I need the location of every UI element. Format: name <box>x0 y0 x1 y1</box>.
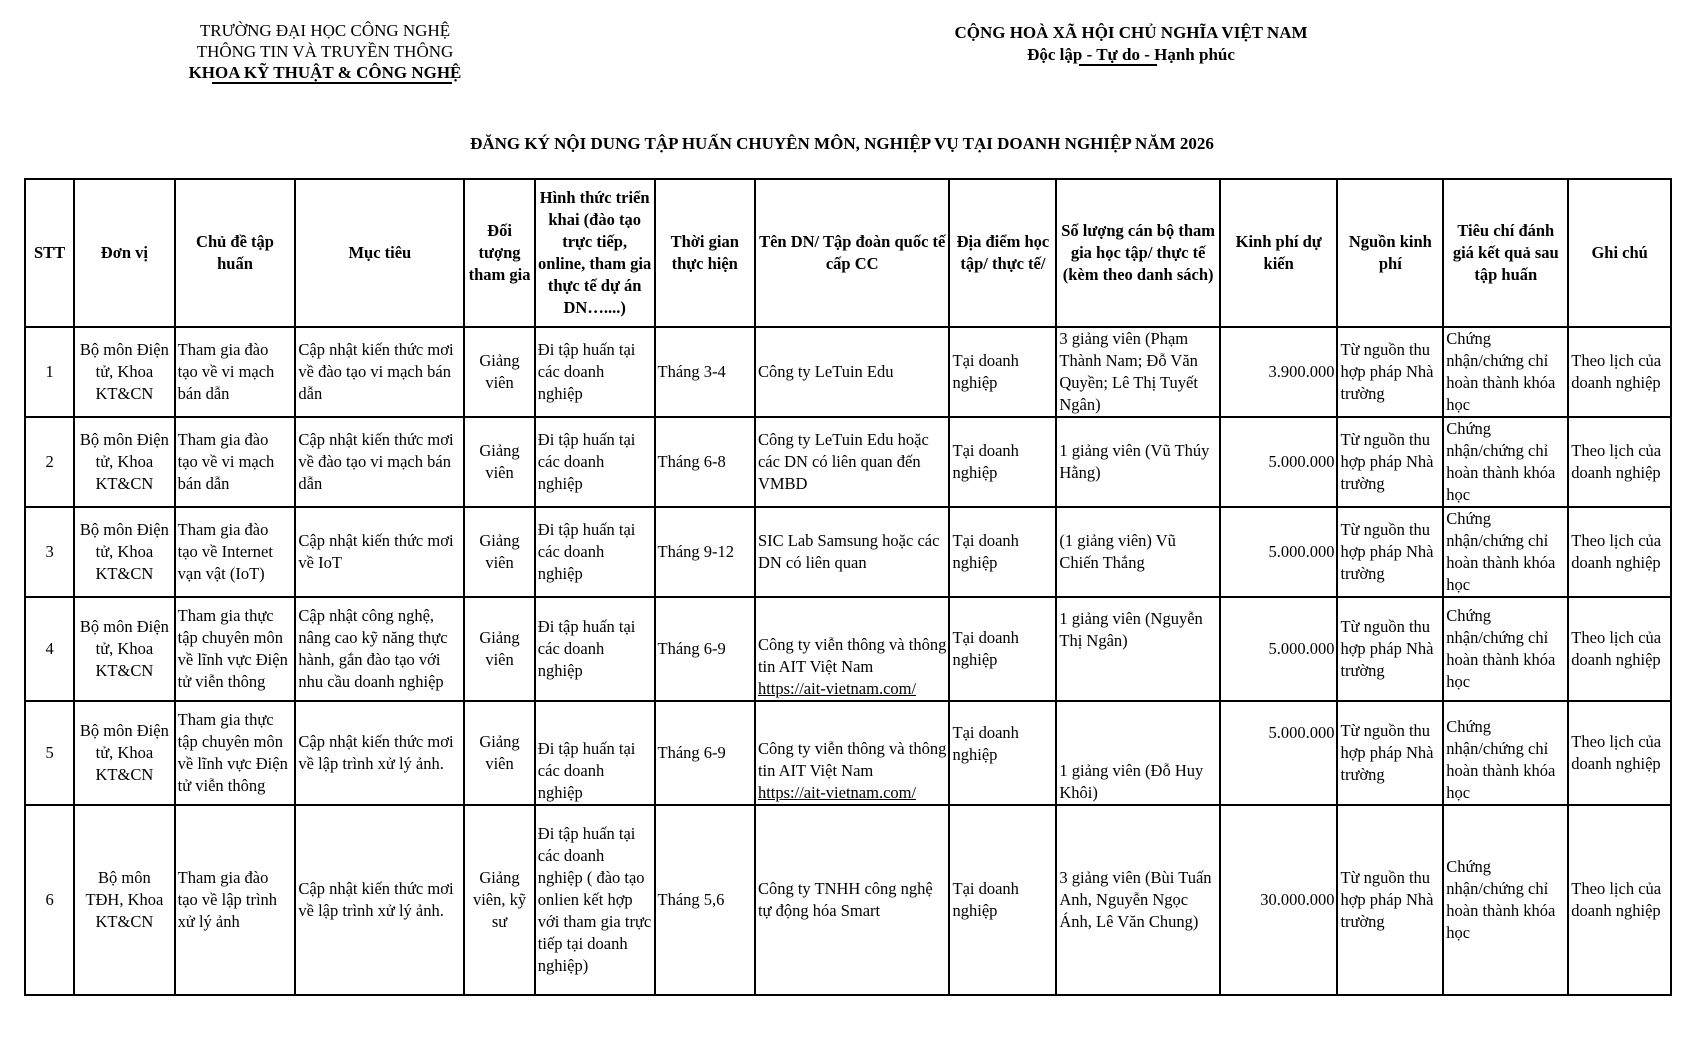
cell-company <box>755 805 950 995</box>
cell-unit: Bộ môn Điện tử, Khoa KT&CN <box>74 507 174 597</box>
cell-budget: 3.900.000 <box>1220 327 1338 417</box>
company-website-link[interactable]: https://ait-vietnam.com/ <box>757 783 917 802</box>
cell-unit: Bộ môn Điện tử, Khoa KT&CN <box>74 417 174 507</box>
cell-format: Đi tập huấn tại các doanh nghiệp <box>535 417 655 507</box>
cell-unit: Bộ môn TĐH, Khoa KT&CN <box>74 805 174 995</box>
cell-unit: Bộ môn Điện tử, Khoa KT&CN <box>74 597 174 701</box>
cell-format: Đi tập huấn tại các doanh nghiệp <box>535 507 655 597</box>
cell-time: Tháng 9-12 <box>655 507 755 597</box>
cell-stt: 2 <box>25 417 74 507</box>
national-title: CỘNG HOÀ XÃ HỘI CHỦ NGHĨA VIỆT NAM <box>954 23 1308 42</box>
cell-location: Tại doanh nghiệp <box>949 507 1056 597</box>
cell-note: Theo lịch của doanh nghiệp <box>1568 805 1671 995</box>
cell-funding: Từ nguồn thu hợp pháp Nhà trường <box>1337 327 1443 417</box>
cell-stt: 6 <box>25 805 74 995</box>
cell-budget: 30.000.000 <box>1220 805 1338 995</box>
cell-company <box>755 417 950 507</box>
table-row <box>25 507 1671 597</box>
cell-note: Theo lịch của doanh nghiệp <box>1568 701 1671 805</box>
column-header: Thời gian thực hiện <box>655 179 755 327</box>
cell-budget: 5.000.000 <box>1220 597 1338 701</box>
faculty-name: KHOA KỸ THUẬT & CÔNG NGHỆ <box>188 63 462 82</box>
column-header: Ghi chú <box>1568 179 1671 327</box>
cell-funding: Từ nguồn thu hợp pháp Nhà trường <box>1337 417 1443 507</box>
column-header: Địa điểm học tập/ thực tế/ <box>949 179 1056 327</box>
cell-goal: Cập nhật kiến thức mơi về lập trình xử lý ảnh. <box>295 701 464 805</box>
cell-unit: Bộ môn Điện tử, Khoa KT&CN <box>74 327 174 417</box>
table-header-row <box>25 179 1671 327</box>
cell-time: Tháng 6-9 <box>655 701 755 805</box>
cell-format: Đi tập huấn tại các doanh nghiệp ( đào tạo onlien kết hợp với tham gia trực tiếp tại doanh nghiệp) <box>535 805 655 995</box>
institution-header <box>150 20 500 83</box>
company-name: Công ty viễn thông và thông tin AIT Việt Nam <box>757 635 947 676</box>
cell-note: Theo lịch của doanh nghiệp <box>1568 327 1671 417</box>
cell-criteria: Chứng nhận/chứng chỉ hoàn thành khóa học <box>1443 417 1568 507</box>
national-header <box>900 22 1362 66</box>
cell-topic: Tham gia đào tạo về vi mạch bán dẫn <box>175 417 296 507</box>
cell-criteria: Chứng nhận/chứng chỉ hoàn thành khóa học <box>1443 597 1568 701</box>
column-header: Mục tiêu <box>295 179 464 327</box>
cell-goal: Cập nhật công nghệ, nâng cao kỹ năng thực hành, gắn đào tạo với nhu cầu doanh nghiệp <box>295 597 464 701</box>
column-header: Số lượng cán bộ tham gia học tập/ thực tế (kèm theo danh sách) <box>1056 179 1220 327</box>
company-name: Công ty LeTuin Edu <box>757 362 894 381</box>
table-row <box>25 805 1671 995</box>
cell-topic: Tham gia đào tạo về lập trình xử lý ảnh <box>175 805 296 995</box>
cell-topic: Tham gia thực tập chuyên môn về lĩnh vực Điện tử viễn thông <box>175 597 296 701</box>
university-name-line2: THÔNG TIN VÀ TRUYỀN THÔNG <box>196 42 454 61</box>
cell-stt: 4 <box>25 597 74 701</box>
cell-time: Tháng 3-4 <box>655 327 755 417</box>
cell-time: Tháng 6-9 <box>655 597 755 701</box>
cell-staff: (1 giảng viên) Vũ Chiến Thắng <box>1056 507 1220 597</box>
university-name-line1: TRƯỜNG ĐẠI HỌC CÔNG NGHỆ <box>199 21 451 40</box>
cell-participants: Giảng viên <box>464 597 535 701</box>
cell-funding: Từ nguồn thu hợp pháp Nhà trường <box>1337 805 1443 995</box>
cell-format: Đi tập huấn tại các doanh nghiệp <box>535 701 655 805</box>
cell-participants: Giảng viên <box>464 327 535 417</box>
cell-company <box>755 327 950 417</box>
cell-participants: Giảng viên <box>464 507 535 597</box>
cell-format: Đi tập huấn tại các doanh nghiệp <box>535 597 655 701</box>
cell-note: Theo lịch của doanh nghiệp <box>1568 597 1671 701</box>
cell-funding: Từ nguồn thu hợp pháp Nhà trường <box>1337 597 1443 701</box>
cell-funding: Từ nguồn thu hợp pháp Nhà trường <box>1337 507 1443 597</box>
cell-location: Tại doanh nghiệp <box>949 805 1056 995</box>
company-name: SIC Lab Samsung hoặc các DN có liên quan <box>757 531 940 572</box>
cell-location: Tại doanh nghiệp <box>949 417 1056 507</box>
company-website-link[interactable]: https://ait-vietnam.com/ <box>757 679 917 698</box>
cell-budget: 5.000.000 <box>1220 417 1338 507</box>
cell-participants: Giảng viên <box>464 701 535 805</box>
cell-goal: Cập nhật kiến thức mơi về đào tạo vi mạch bán dẫn <box>295 327 464 417</box>
company-name: Công ty LeTuin Edu hoặc các DN có liên quan đến VMBD <box>757 430 929 493</box>
column-header: Tên DN/ Tập đoàn quốc tế cấp CC <box>755 179 950 327</box>
cell-staff: 1 giảng viên (Đỗ Huy Khôi) <box>1056 701 1220 805</box>
national-motto: Độc lập - Tự do - Hạnh phúc <box>1027 45 1235 64</box>
training-registration-table <box>24 178 1672 996</box>
cell-staff: 3 giảng viên (Phạm Thành Nam; Đỗ Văn Quyền; Lê Thị Tuyết Ngân) <box>1056 327 1220 417</box>
cell-criteria: Chứng nhận/chứng chỉ hoàn thành khóa học <box>1443 701 1568 805</box>
cell-company <box>755 507 950 597</box>
cell-format: Đi tập huấn tại các doanh nghiệp <box>535 327 655 417</box>
cell-goal: Cập nhật kiến thức mơi về lập trình xử lý ảnh. <box>295 805 464 995</box>
cell-location: Tại doanh nghiệp <box>949 597 1056 701</box>
cell-staff: 1 giảng viên (Nguyễn Thị Ngân) <box>1056 597 1220 701</box>
cell-stt: 3 <box>25 507 74 597</box>
column-header: Đơn vị <box>74 179 174 327</box>
faculty-underline <box>212 82 452 84</box>
column-header: Chủ đề tập huấn <box>175 179 296 327</box>
column-header: Tiêu chí đánh giá kết quả sau tập huấn <box>1443 179 1568 327</box>
cell-topic: Tham gia thực tập chuyên môn về lĩnh vực Điện tử viễn thông <box>175 701 296 805</box>
cell-unit: Bộ môn Điện tử, Khoa KT&CN <box>74 701 174 805</box>
column-header: Nguồn kinh phí <box>1337 179 1443 327</box>
cell-company <box>755 597 950 701</box>
cell-criteria: Chứng nhận/chứng chỉ hoàn thành khóa học <box>1443 327 1568 417</box>
cell-time: Tháng 6-8 <box>655 417 755 507</box>
table-row <box>25 327 1671 417</box>
cell-stt: 1 <box>25 327 74 417</box>
cell-goal: Cập nhật kiến thức mơi về đào tạo vi mạch bán dẫn <box>295 417 464 507</box>
cell-location: Tại doanh nghiệp <box>949 701 1056 805</box>
cell-company <box>755 701 950 805</box>
cell-participants: Giảng viên <box>464 417 535 507</box>
cell-note: Theo lịch của doanh nghiệp <box>1568 417 1671 507</box>
cell-topic: Tham gia đào tạo về Internet vạn vật (IoT) <box>175 507 296 597</box>
document-title: ĐĂNG KÝ NỘI DUNG TẬP HUẤN CHUYÊN MÔN, NGHIỆP VỤ TẠI DOANH NGHIỆP NĂM 2026 <box>470 134 1214 153</box>
company-name: Công ty TNHH công nghệ tự động hóa Smart <box>757 879 933 920</box>
cell-staff: 3 giảng viên (Bùi Tuấn Anh, Nguyễn Ngọc Ánh, Lê Văn Chung) <box>1056 805 1220 995</box>
cell-criteria: Chứng nhận/chứng chỉ hoàn thành khóa học <box>1443 805 1568 995</box>
cell-location: Tại doanh nghiệp <box>949 327 1056 417</box>
cell-stt: 5 <box>25 701 74 805</box>
cell-staff: 1 giảng viên (Vũ Thúy Hằng) <box>1056 417 1220 507</box>
cell-participants: Giảng viên, kỹ sư <box>464 805 535 995</box>
cell-funding: Từ nguồn thu hợp pháp Nhà trường <box>1337 701 1443 805</box>
cell-time: Tháng 5,6 <box>655 805 755 995</box>
cell-goal: Cập nhật kiến thức mơi về IoT <box>295 507 464 597</box>
company-name: Công ty viễn thông và thông tin AIT Việt Nam <box>757 739 947 780</box>
column-header: Đối tượng tham gia <box>464 179 535 327</box>
column-header: Kinh phí dự kiến <box>1220 179 1338 327</box>
table-row <box>25 417 1671 507</box>
table-row <box>25 597 1671 701</box>
motto-underline <box>1079 64 1157 66</box>
table-row <box>25 701 1671 805</box>
cell-budget: 5.000.000 <box>1220 701 1338 805</box>
cell-note: Theo lịch của doanh nghiệp <box>1568 507 1671 597</box>
column-header: Hình thức triển khai (đào tạo trực tiếp, online, tham gia thực tế dự án DN…....) <box>535 179 655 327</box>
cell-criteria: Chứng nhận/chứng chỉ hoàn thành khóa học <box>1443 507 1568 597</box>
cell-topic: Tham gia đào tạo về vi mạch bán dẫn <box>175 327 296 417</box>
column-header: STT <box>25 179 74 327</box>
cell-budget: 5.000.000 <box>1220 507 1338 597</box>
